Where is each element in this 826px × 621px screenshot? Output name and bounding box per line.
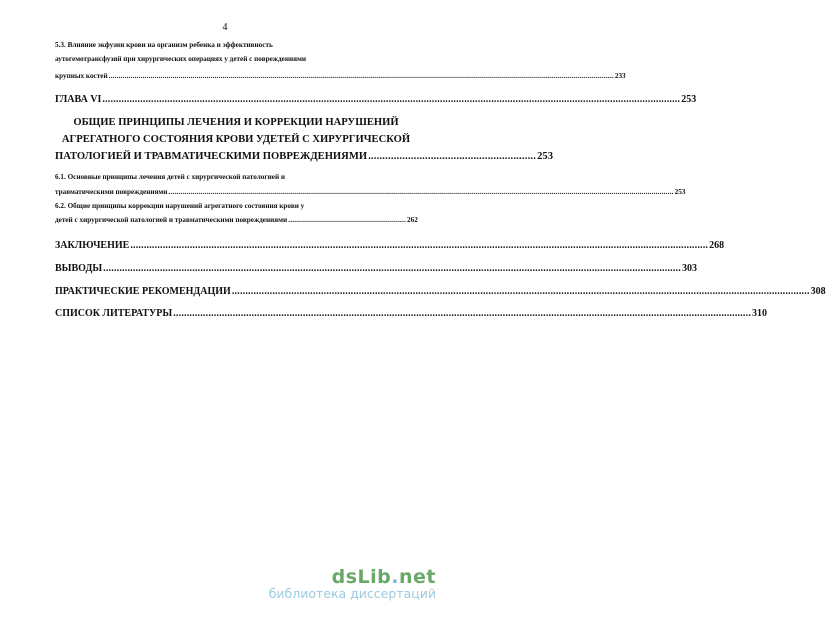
toc-entry-chapter-6-title[interactable] — [55, 114, 554, 165]
toc-page-number: 303 — [681, 263, 697, 274]
toc-entry-text: аутогемотрансфузий при хирургических операциях у детей с повреждениями — [55, 55, 307, 63]
toc-entry-title: СПИСОК ЛИТЕРАТУРЫ — [55, 308, 173, 319]
watermark-subtitle: библиотека диссертаций — [268, 586, 436, 601]
page-number: 4 — [222, 22, 228, 33]
toc-page-number: 253 — [674, 188, 686, 196]
leader-dots: ...................................................................................................................................................................................................................... — [173, 308, 752, 319]
toc-page-number: 308 — [810, 286, 826, 297]
leader-dots: ............................................................................................................................................................................................................................................................. — [108, 72, 614, 80]
toc-entry-text: 6.2. Общие принципы коррекции нарушений агрегатного состояния крови у — [55, 202, 305, 210]
toc-entry-chapter-6[interactable] — [55, 94, 697, 105]
leader-dots: ........................................................... — [368, 151, 537, 162]
toc-entry-leader — [55, 188, 686, 196]
watermark — [269, 566, 436, 601]
toc-page-number: 233 — [614, 72, 626, 80]
toc-page-number: 262 — [407, 216, 418, 224]
toc-entry-text: ПАТОЛОГИЕЙ И ТРАВМАТИЧЕСКИМИ ПОВРЕЖДЕНИЯМИ — [55, 151, 368, 162]
toc-entry-conclusion[interactable] — [55, 240, 725, 251]
toc-entry-text: ОБЩИЕ ПРИНЦИПЫ ЛЕЧЕНИЯ И КОРРЕКЦИИ НАРУШЕНИЙ — [73, 117, 399, 128]
toc-entry-title: ЗАКЛЮЧЕНИЕ — [55, 240, 130, 251]
watermark-logo: dsLib.net — [331, 566, 436, 588]
toc-entry-leader — [55, 148, 554, 165]
toc-page-number: 310 — [752, 308, 768, 319]
toc-entry-recommendations[interactable] — [55, 286, 826, 297]
toc-entry-text: 5.3. Влияние экфузии крови на организм ребенка и эффективность — [55, 41, 273, 49]
toc-entry-findings[interactable] — [55, 263, 697, 274]
leader-dots: ...................................................................................................................................................................................................................... — [103, 263, 681, 274]
toc-page-number: 253 — [681, 94, 697, 105]
leader-dots: ...................................................................................................................................................................................................................... — [102, 94, 681, 105]
toc-page-number: 268 — [709, 240, 725, 251]
toc-entry-text: травматическими повреждениями — [55, 188, 168, 196]
toc-entry-title: ВЫВОДЫ — [55, 263, 103, 274]
toc-entry-text: 6.1. Основные принципы лечения детей с хирургической патологией и — [55, 173, 286, 181]
toc-entry-references[interactable] — [55, 308, 768, 319]
toc-page-number: 253 — [537, 151, 554, 162]
toc-entry-text: АГРЕГАТНОГО СОСТОЯНИЯ КРОВИ УДЕТЕЙ С ХИРУРГИЧЕСКОЙ — [61, 134, 411, 145]
leader-dots: ............................................................................................................................................................................................................................................................. — [168, 188, 674, 196]
leader-dots: ...................................................................................................................................................................................................................... — [231, 286, 810, 297]
leader-dots: ........................................................... — [288, 216, 407, 224]
toc-entry-leader — [55, 72, 626, 80]
toc-entry-title: ПРАКТИЧЕСКИЕ РЕКОМЕНДАЦИИ — [55, 286, 231, 297]
leader-dots: ...................................................................................................................................................................................................................... — [130, 240, 709, 251]
toc-entry-leader — [55, 217, 417, 224]
toc-entry-text: детей с хирургической патологией и травматическими повреждениями — [55, 216, 288, 224]
toc-entry-text: крупных костей — [55, 72, 108, 80]
toc-entry-title: ГЛАВА VI — [55, 94, 102, 105]
